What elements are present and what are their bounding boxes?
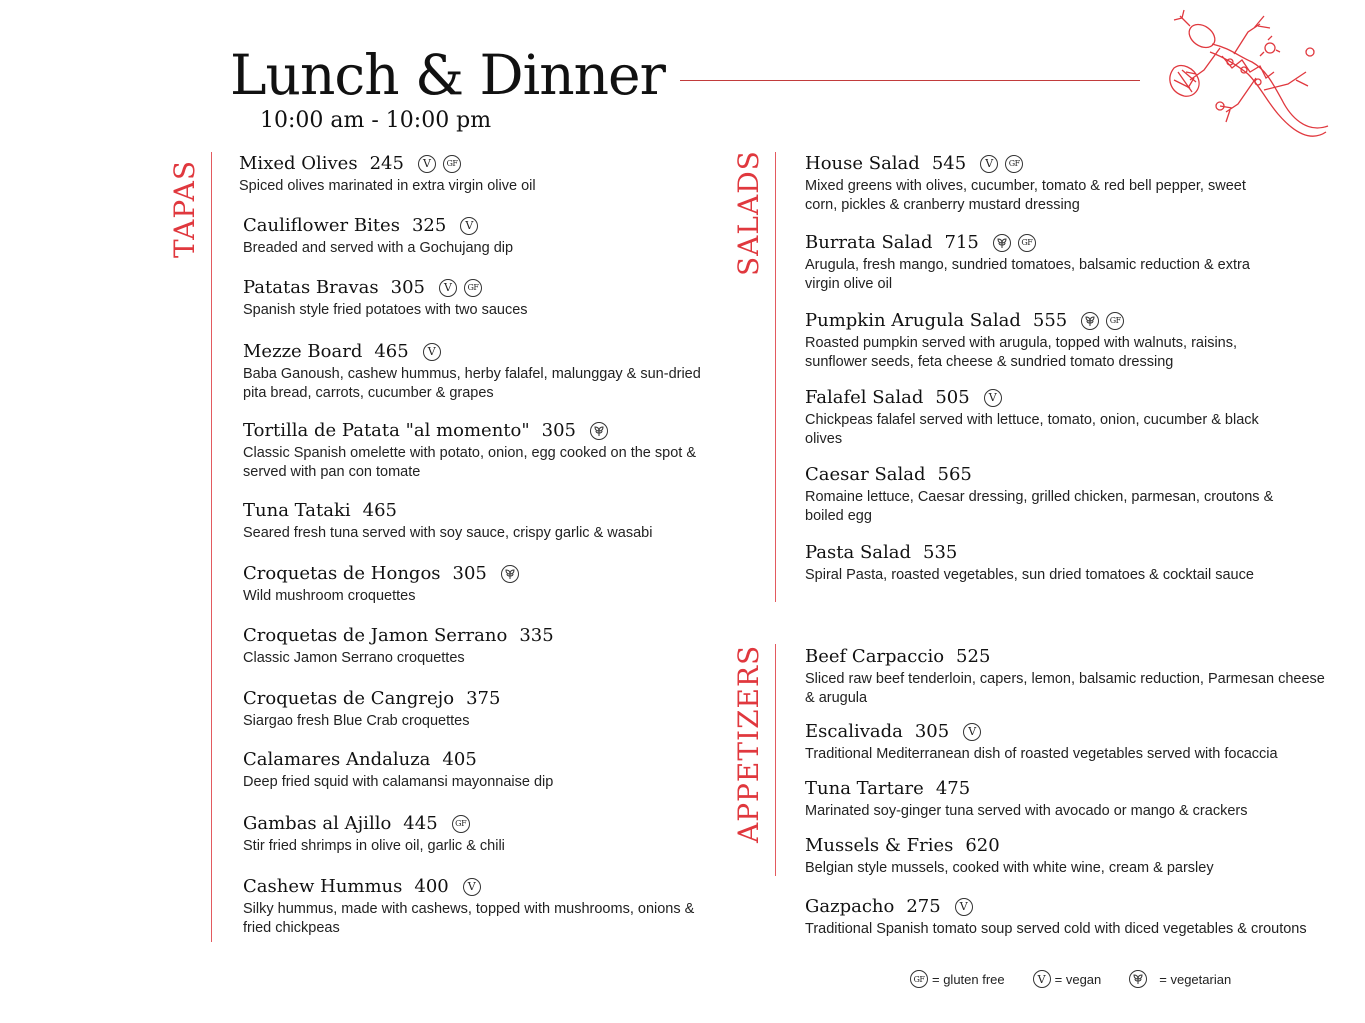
menu-item-name: Tuna Tartare <box>805 778 924 799</box>
gluten-free-icon: GF <box>910 970 928 988</box>
menu-item <box>243 276 703 320</box>
menu-item-header <box>243 748 703 772</box>
vegan-icon: V <box>955 898 973 916</box>
menu-item <box>243 812 703 856</box>
menu-item-description: Classic Spanish omelette with potato, onion, egg cooked on the spot & served with pan con tomate <box>243 445 697 480</box>
vegan-icon: V <box>984 389 1002 407</box>
vegetarian-icon <box>993 234 1011 252</box>
menu-item-price: 275 <box>906 896 941 917</box>
menu-item-name: Pumpkin Arugula Salad <box>805 310 1021 331</box>
gluten-free-icon: GF <box>452 815 470 833</box>
menu-item-name: Beef Carpaccio <box>805 646 945 667</box>
menu-item-header <box>805 895 1335 919</box>
menu-item-description: Breaded and served with a Gochujang dip <box>243 240 514 256</box>
dietary-badges <box>452 815 477 833</box>
menu-item-name: Tuna Tataki <box>243 500 351 521</box>
legend-vegan <box>1033 970 1102 988</box>
menu-item-description: Roasted pumpkin served with arugula, topped with walnuts, raisins, sunflower seeds, feta cheese & sundried tomato dressing <box>805 335 1238 370</box>
dietary-badges <box>590 422 615 440</box>
menu-item-name: Patatas Bravas <box>243 277 379 298</box>
menu-item <box>243 748 703 792</box>
dietary-badges <box>984 389 1009 407</box>
dietary-legend <box>910 970 1259 988</box>
menu-item-description: Chickpeas falafel served with lettuce, tomato, onion, cucumber & black olives <box>805 412 1259 447</box>
dietary-badges <box>1081 312 1131 330</box>
vegetarian-icon <box>1129 970 1147 988</box>
vegan-icon: V <box>423 343 441 361</box>
menu-item-header <box>805 152 1275 176</box>
section-divider-appetizers <box>775 644 776 876</box>
menu-item-header <box>243 214 703 238</box>
menu-item <box>805 386 1275 448</box>
legend-vegan-label: = vegan <box>1054 971 1102 987</box>
menu-item-header <box>243 562 703 586</box>
vegan-icon: V <box>460 217 478 235</box>
menu-item <box>243 419 703 481</box>
menu-item-description: Arugula, fresh mango, sundried tomatoes, balsamic reduction & extra virgin olive oil <box>805 257 1250 292</box>
menu-item-name: Caesar Salad <box>805 464 926 485</box>
menu-item <box>243 214 703 258</box>
menu-item-price: 475 <box>935 778 971 799</box>
menu-item-name: Mezze Board <box>243 341 363 362</box>
menu-item-price: 620 <box>965 835 1000 856</box>
vegetarian-icon <box>501 565 519 583</box>
section-label-appetizers: APPETIZERS <box>732 644 765 843</box>
menu-item-header <box>805 463 1275 487</box>
menu-item <box>805 152 1275 214</box>
menu-item-name: Pasta Salad <box>805 542 912 563</box>
menu-item-name: Burrata Salad <box>805 232 933 253</box>
dietary-badges <box>501 565 526 583</box>
dietary-badges <box>418 155 468 173</box>
menu-item-price: 555 <box>1032 310 1068 331</box>
menu-item-header <box>243 340 703 364</box>
legend-gluten-free-label: = gluten free <box>932 971 1005 987</box>
menu-item-name: Mixed Olives <box>239 153 358 174</box>
menu-item-name: Calamares Andaluza <box>243 749 431 770</box>
dietary-badges <box>963 723 988 741</box>
menu-item-name: Croquetas de Cangrejo <box>243 688 455 709</box>
menu-item-header <box>805 386 1275 410</box>
vegan-icon: V <box>463 878 481 896</box>
menu-item-header <box>805 834 1335 858</box>
menu-item-description: Spiral Pasta, roasted vegetables, sun dried tomatoes & cocktail sauce <box>805 567 1254 583</box>
menu-item <box>805 720 1335 764</box>
dietary-badges <box>463 878 488 896</box>
menu-item-description: Stir fried shrimps in olive oil, garlic & chili <box>243 838 505 854</box>
menu-item-description: Silky hummus, made with cashews, topped with mushrooms, onions & fried chickpeas <box>243 901 695 936</box>
menu-item-price: 465 <box>374 341 409 362</box>
menu-item <box>243 875 703 937</box>
menu-item-name: House Salad <box>805 153 920 174</box>
title-divider <box>680 80 1140 81</box>
menu-item-price: 565 <box>937 464 972 485</box>
dietary-badges <box>439 279 489 297</box>
vegan-icon: V <box>1033 970 1051 988</box>
gluten-free-icon: GF <box>1018 234 1036 252</box>
gluten-free-icon: GF <box>464 279 482 297</box>
menu-item-header <box>805 541 1275 565</box>
menu-item-header <box>243 419 703 443</box>
menu-item <box>243 562 703 606</box>
vegan-icon: V <box>980 155 998 173</box>
menu-item-name: Tortilla de Patata "al momento" <box>243 420 530 441</box>
menu-item-header <box>805 720 1335 744</box>
menu-item-description: Traditional Spanish tomato soup served cold with diced vegetables & croutons <box>805 921 1307 937</box>
menu-item <box>243 687 703 731</box>
dietary-badges <box>993 234 1043 252</box>
menu-item-header <box>243 624 703 648</box>
gecko-illustration-icon <box>1160 8 1330 148</box>
opening-hours: 10:00 am - 10:00 pm <box>260 108 492 133</box>
menu-item-name: Gambas al Ajillo <box>243 813 392 834</box>
menu-item-price: 535 <box>923 542 958 563</box>
menu-item-header <box>239 152 699 176</box>
gluten-free-icon: GF <box>1005 155 1023 173</box>
vegetarian-icon <box>1081 312 1099 330</box>
menu-item-price: 335 <box>519 625 554 646</box>
menu-item-header <box>805 645 1335 669</box>
menu-item-price: 465 <box>362 500 397 521</box>
menu-item-name: Escalivada <box>805 721 903 742</box>
menu-item-header <box>805 231 1275 255</box>
section-label-salads: SALADS <box>732 150 765 276</box>
menu-item-description: Classic Jamon Serrano croquettes <box>243 650 465 666</box>
menu-item-description: Marinated soy-ginger tuna served with avocado or mango & crackers <box>805 803 1248 819</box>
menu-item-description: Siargao fresh Blue Crab croquettes <box>243 713 470 729</box>
menu-item-price: 305 <box>452 563 487 584</box>
menu-item-description: Belgian style mussels, cooked with white wine, cream & parsley <box>805 860 1214 876</box>
menu-item-price: 525 <box>956 646 991 667</box>
menu-item-name: Mussels & Fries <box>805 835 954 856</box>
legend-vegetarian-label: = vegetarian <box>1159 971 1232 987</box>
menu-item-header <box>805 309 1275 333</box>
gluten-free-icon: GF <box>443 155 461 173</box>
menu-item <box>243 340 703 402</box>
menu-item <box>805 231 1275 293</box>
menu-item-price: 505 <box>935 387 970 408</box>
menu-item <box>243 499 703 543</box>
menu-item-description: Spiced olives marinated in extra virgin olive oil <box>239 178 536 194</box>
menu-item-description: Mixed greens with olives, cucumber, tomato & red bell pepper, sweet corn, pickles & cranberry mustard dressing <box>805 178 1246 213</box>
dietary-badges <box>460 217 485 235</box>
menu-item-price: 405 <box>442 749 477 770</box>
section-divider-salads <box>775 152 776 602</box>
menu-item-price: 400 <box>414 876 449 897</box>
menu-item-name: Croquetas de Jamon Serrano <box>243 625 508 646</box>
menu-item-price: 245 <box>369 153 404 174</box>
menu-item-price: 305 <box>541 420 577 441</box>
vegan-icon: V <box>418 155 436 173</box>
menu-item-price: 325 <box>411 215 447 236</box>
vegan-icon: V <box>439 279 457 297</box>
legend-vegetarian <box>1129 970 1231 988</box>
menu-item <box>805 463 1275 525</box>
gluten-free-icon: GF <box>1106 312 1124 330</box>
menu-item-description: Seared fresh tuna served with soy sauce, crispy garlic & wasabi <box>243 525 653 541</box>
menu-item-description: Deep fried squid with calamansi mayonnaise dip <box>243 774 554 790</box>
dietary-badges <box>955 898 980 916</box>
menu-item <box>243 624 703 668</box>
menu-item-description: Romaine lettuce, Caesar dressing, grilled chicken, parmesan, croutons & boiled egg <box>805 489 1274 524</box>
menu-item-description: Traditional Mediterranean dish of roasted vegetables served with focaccia <box>805 746 1278 762</box>
menu-item-name: Croquetas de Hongos <box>243 563 441 584</box>
menu-item-name: Falafel Salad <box>805 387 924 408</box>
menu-item <box>805 309 1275 371</box>
menu-item-price: 305 <box>390 277 425 298</box>
menu-item <box>805 777 1335 821</box>
vegetarian-icon <box>590 422 608 440</box>
vegan-icon: V <box>963 723 981 741</box>
menu-item-header <box>243 875 703 899</box>
menu-item-price: 715 <box>944 232 979 253</box>
menu-item <box>805 834 1335 878</box>
menu-item-header <box>243 276 703 300</box>
menu-item-header <box>243 499 703 523</box>
menu-item-name: Cashew Hummus <box>243 876 403 897</box>
menu-item-description: Sliced raw beef tenderloin, capers, lemon, balsamic reduction, Parmesan cheese & arugula <box>805 671 1325 706</box>
page-title: Lunch & Dinner <box>230 43 665 107</box>
menu-item-price: 445 <box>403 813 438 834</box>
menu-item-description: Spanish style fried potatoes with two sauces <box>243 302 528 318</box>
menu-item <box>805 645 1335 707</box>
menu-item <box>805 541 1275 585</box>
menu-item-name: Gazpacho <box>805 896 895 917</box>
menu-item-price: 375 <box>466 688 501 709</box>
section-label-tapas: TAPAS <box>168 159 201 258</box>
legend-gluten-free <box>910 970 1005 988</box>
menu-item-description: Baba Ganoush, cashew hummus, herby falafel, malunggay & sun-dried pita bread, carrots, cucumber & grapes <box>243 366 701 401</box>
dietary-badges <box>423 343 448 361</box>
menu-item-header <box>243 687 703 711</box>
menu-item <box>805 895 1335 939</box>
menu-item-name: Cauliflower Bites <box>243 215 400 236</box>
menu-item-header <box>805 777 1335 801</box>
menu-item-price: 305 <box>914 721 950 742</box>
dietary-badges <box>980 155 1030 173</box>
menu-item <box>239 152 699 196</box>
menu-item-price: 545 <box>931 153 967 174</box>
section-divider-tapas <box>211 152 212 942</box>
menu-item-description: Wild mushroom croquettes <box>243 588 416 604</box>
menu-item-header <box>243 812 703 836</box>
